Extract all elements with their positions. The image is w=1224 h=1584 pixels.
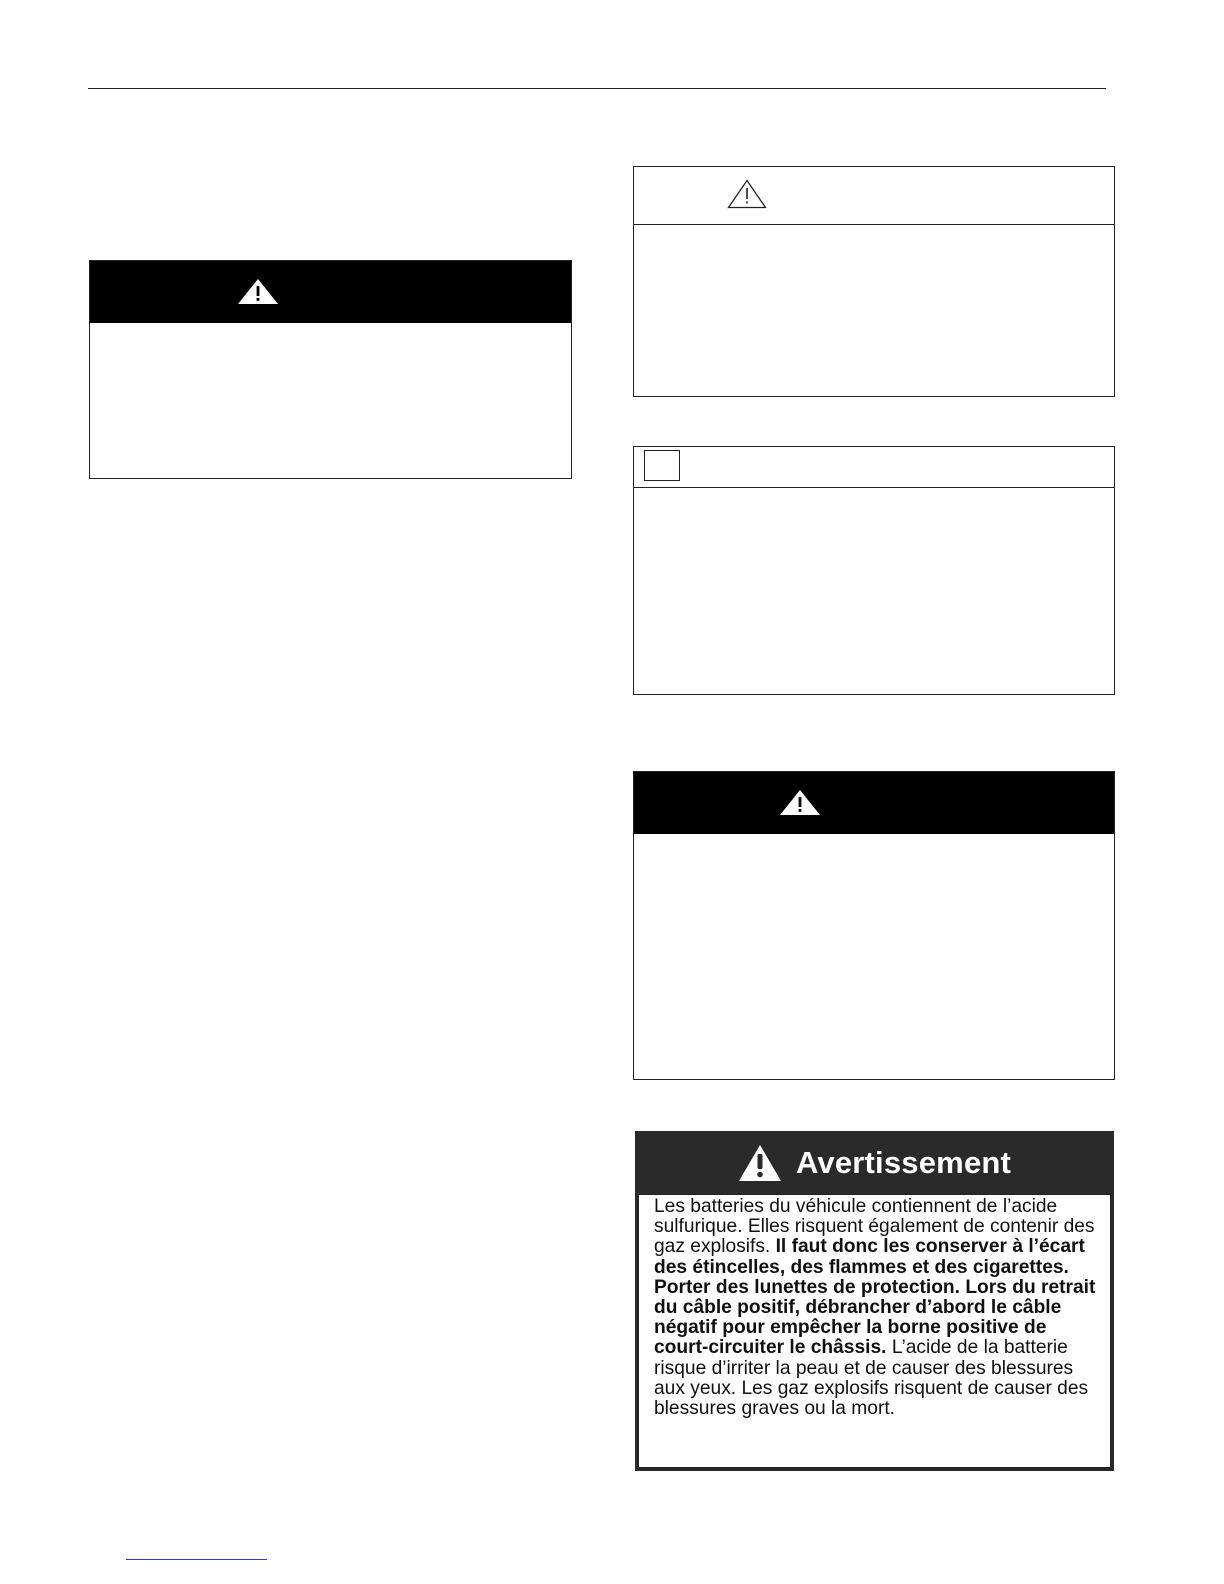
footer-link-underline[interactable] [126, 1559, 267, 1560]
warning-box-left [89, 260, 572, 479]
label-text [638, 1194, 1111, 1468]
caution-triangle-icon [727, 179, 767, 209]
warning-triangle-icon [237, 278, 279, 305]
label-text-intro: Les batteries du véhicule contiennent de l’acide sulfurique. Elles risquent également de contenir des gaz explosifs. [654, 1196, 1095, 1258]
note-banner [634, 447, 1114, 488]
note-box [633, 446, 1115, 695]
warning-box-right [633, 771, 1115, 1080]
caution-box [633, 166, 1115, 397]
warning-banner [634, 772, 1114, 834]
note-square-icon [644, 450, 680, 481]
french-warning-label [635, 1131, 1114, 1471]
header-rule [88, 88, 1106, 89]
label-paragraph [654, 1197, 1098, 1419]
warning-triangle-icon [779, 789, 821, 816]
label-title: Avertissement [795, 1144, 1012, 1180]
label-header [638, 1131, 1111, 1194]
caution-banner [634, 167, 1114, 225]
label-text-outro: L’acide de la batterie risque d’irriter la peau et de causer des blessures aux yeux. Les gaz explosifs risquent de causer des blessures graves ou la mort. [654, 1337, 1089, 1420]
warning-triangle-icon [738, 1144, 782, 1182]
label-text-bold: Il faut donc les conserver à l’écart des étincelles, des flammes et des cigarettes. Porter des lunettes de protection. Lors du retrait du câble positif, débrancher d’abord le câble négatif pour empêcher la borne positive de court-circuiter le châssis. [654, 1236, 1096, 1359]
warning-banner [90, 261, 571, 323]
